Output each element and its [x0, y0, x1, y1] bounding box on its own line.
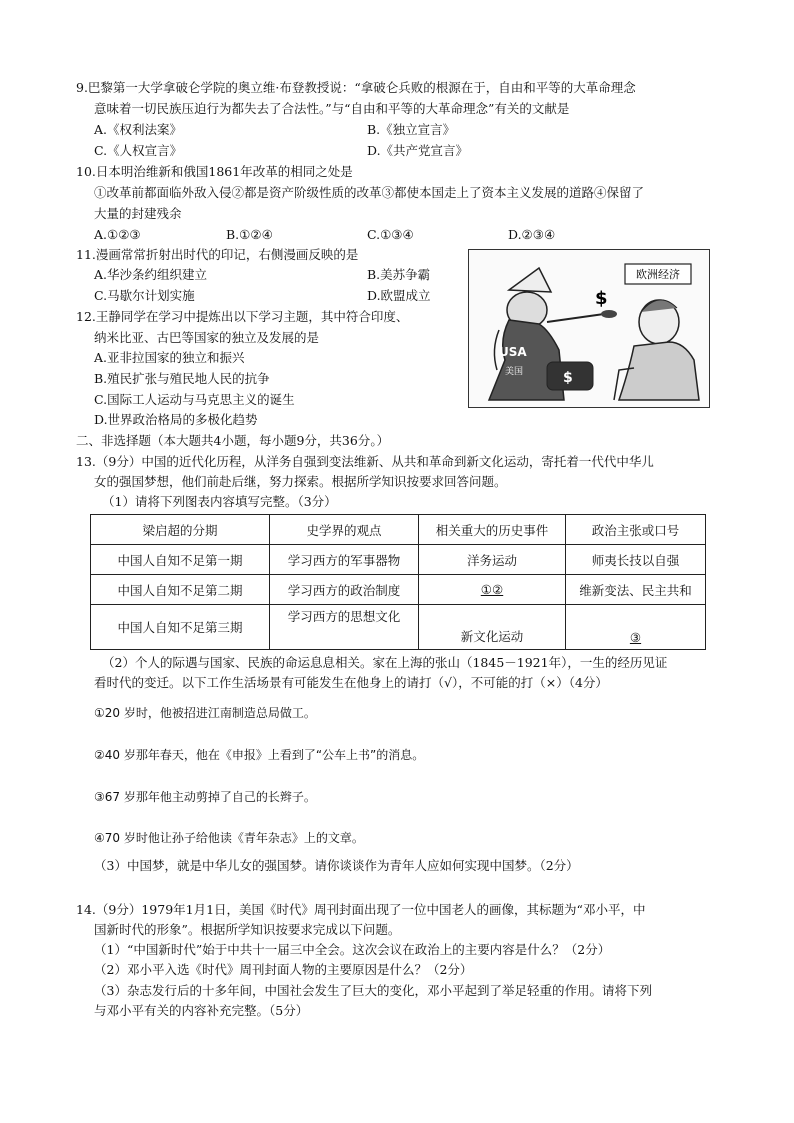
table-cell: 学习西方的思想文化: [270, 605, 419, 650]
table-cell: 中国人自知不足第一期: [91, 545, 270, 575]
q13-table: [90, 514, 706, 650]
table-header: 政治主张或口号: [566, 515, 706, 545]
section-2-heading: 二、非选择题（本大题共4小题，每小题9分，共36分。）: [76, 433, 390, 448]
table-cell: 维新变法、民主共和: [566, 575, 706, 605]
q14-sub3-line1: （3）杂志发行后的十多年间，中国社会发生了巨大的变化，邓小平起到了举足轻重的作用。请将下列: [94, 983, 652, 998]
table-cell: 师夷长技以自强: [566, 545, 706, 575]
q14-sub3-line2: 与邓小平有关的内容补充完整。（5分）: [94, 1003, 309, 1018]
q10-stem-line2: ①改革前都面临外敌入侵②都是资产阶级性质的改革③都使本国走上了资本主义发展的道路④保留了: [94, 185, 645, 200]
q14-sub1: （1）“中国新时代”始于中共十一届三中全会。这次会议在政治上的主要内容是什么？（2分）: [94, 942, 611, 957]
table-blank-cell: ①②: [419, 575, 566, 605]
table-row: [91, 575, 706, 605]
cartoon-dollar-sign: $: [595, 288, 608, 309]
cartoon-usa-text: USA: [499, 345, 527, 359]
cartoon-us-text: 美国: [505, 367, 524, 377]
q13-sub3: （3）中国梦，就是中华儿女的强国梦。请你谈谈作为青年人应如何实现中国梦。（2分）: [94, 858, 579, 873]
q10-stem-line3: 大量的封建残余: [94, 206, 182, 221]
q14-sub2: （2）邓小平入选《时代》周刊封面人物的主要原因是什么？（2分）: [94, 962, 473, 977]
q13-stem-line1: 13.（9分）中国的近代化历程，从洋务自强到变法维新、从共和革命到新文化运动，寄托着一代代中华儿: [76, 454, 654, 469]
q12-option-c: C.国际工人运动与马克思主义的诞生: [94, 392, 295, 407]
q10-option-c: C.①③④: [367, 227, 414, 242]
table-row: [91, 605, 706, 650]
q9-option-c: C.《人权宣言》: [94, 143, 183, 158]
cartoon-bag-dollar: $: [563, 370, 573, 386]
table-cell: 洋务运动: [419, 545, 566, 575]
table-header: 梁启超的分期: [91, 515, 270, 545]
q13-item-2: ②40 岁那年春天，他在《申报》上看到了“公车上书”的消息。: [94, 748, 425, 762]
q9-option-a: A.《权利法案》: [94, 122, 183, 137]
q9-option-b: B.《独立宣言》: [367, 122, 456, 137]
table-cell: 中国人自知不足第三期: [91, 605, 270, 650]
q11-stem: 11.漫画常常折射出时代的印记，右侧漫画反映的是: [76, 247, 359, 262]
table-cell: 学习西方的军事器物: [270, 545, 419, 575]
q11-option-c: C.马歇尔计划实施: [94, 288, 195, 303]
q10-option-d: D.②③④: [508, 227, 556, 242]
q12-option-a: A.亚非拉国家的独立和振兴: [94, 350, 245, 365]
q12-stem-line1: 12.王静同学在学习中提炼出以下学习主题，其中符合印度、: [76, 309, 409, 324]
table-cell: 中国人自知不足第二期: [91, 575, 270, 605]
q13-stem-line2: 女的强国梦想，他们前赴后继，努力探索。根据所学知识按要求回答问题。: [94, 474, 507, 489]
table-header: 相关重大的历史事件: [419, 515, 566, 545]
table-cell: 学习西方的政治制度: [270, 575, 419, 605]
q13-item-4: ④70 岁时他让孙子给他读《青年杂志》上的文章。: [94, 831, 364, 845]
q14-stem-line1: 14.（9分）1979年1月1日，美国《时代》周刊封面出现了一位中国老人的画像，其标题为“邓小平，中: [76, 902, 646, 917]
table-header: 史学界的观点: [270, 515, 419, 545]
q9-option-d: D.《共产党宣言》: [367, 143, 469, 158]
q14-stem-line2: 国新时代的形象”。根据所学知识按要求完成以下问题。: [94, 922, 401, 937]
table-header-row: [91, 515, 706, 545]
q10-option-a: A.①②③: [94, 227, 141, 242]
q12-option-d: D.世界政治格局的多极化趋势: [94, 412, 258, 427]
q9-stem-line2: 意味着一切民族压迫行为都失去了合法性。”与“自由和平等的大革命理念”有关的文献是: [94, 101, 570, 116]
cartoon-label: 欧洲经济: [636, 268, 680, 281]
q11-option-a: A.华沙条约组织建立: [94, 267, 208, 282]
q12-option-b: B.殖民扩张与殖民地人民的抗争: [94, 371, 270, 386]
q11-option-d: D.欧盟成立: [367, 288, 431, 303]
cartoon-drawing: [469, 250, 709, 407]
cartoon-illustration: [468, 249, 710, 408]
q13-item-1: ①20 岁时，他被招进江南制造总局做工。: [94, 706, 316, 720]
q13-item-3: ③67 岁那年他主动剪掉了自己的长辫子。: [94, 790, 316, 804]
q13-sub2-line2: 看时代的变迁。以下工作生活场景有可能发生在他身上的请打（√），不可能的打（×）（4分）: [94, 675, 608, 690]
q13-sub1: （1）请将下列图表内容填写完整。（3分）: [102, 494, 337, 509]
q10-stem-line1: 10.日本明治维新和俄国1861年改革的相同之处是: [76, 164, 353, 179]
table-blank-cell: ③: [566, 605, 706, 650]
q12-stem-line2: 纳米比亚、古巴等国家的独立及发展的是: [94, 330, 320, 345]
q13-sub2-line1: （2）个人的际遇与国家、民族的命运息息相关。家在上海的张山（1845－1921年），一生的经历见证: [102, 655, 668, 670]
q10-option-b: B.①②④: [226, 227, 273, 242]
q11-option-b: B.美苏争霸: [367, 267, 431, 282]
q9-stem-line1: 9.巴黎第一大学拿破仑学院的奥立维·布登教授说：“拿破仑兵败的根源在于，自由和平等的大革命理念: [76, 80, 636, 95]
table-cell: 新文化运动: [419, 605, 566, 650]
table-row: [91, 545, 706, 575]
